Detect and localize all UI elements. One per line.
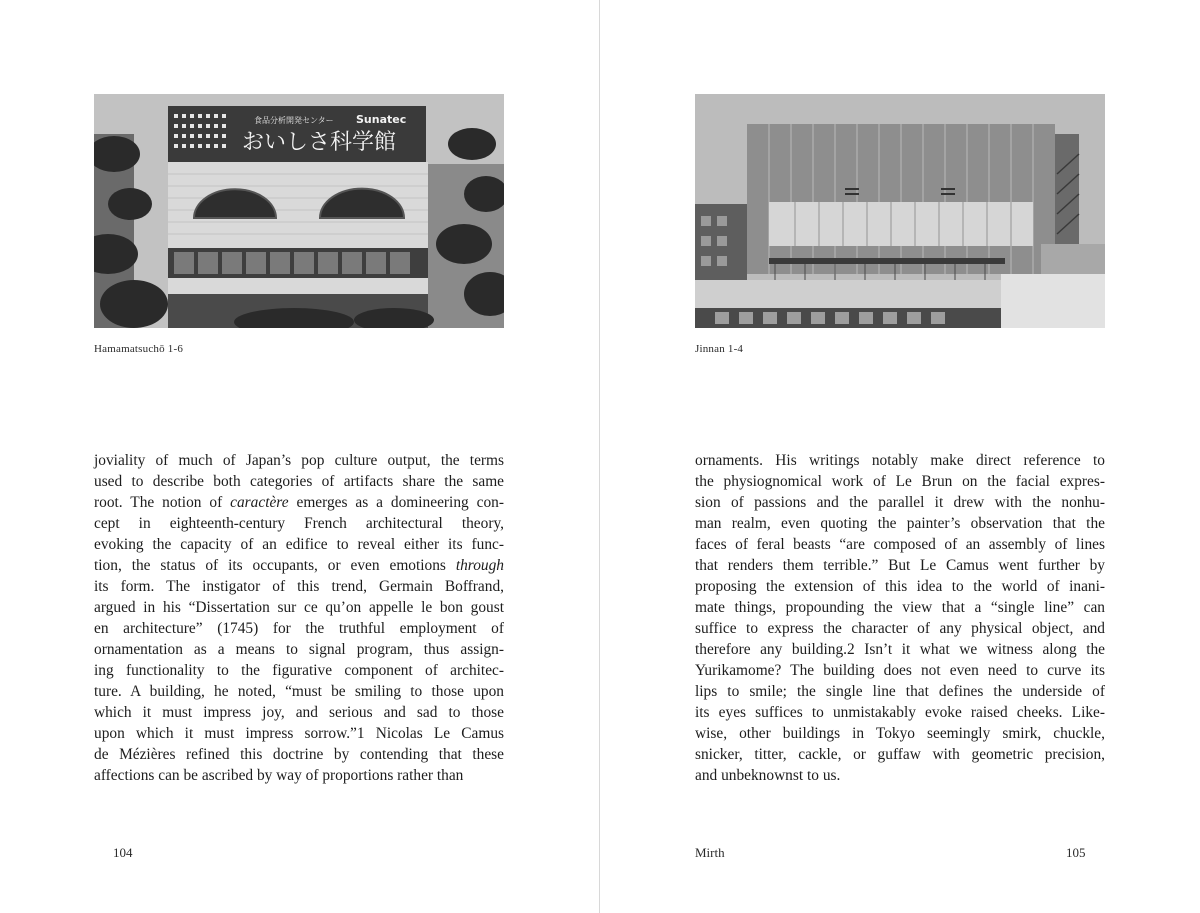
text-line: evoking the capacity of an edifice to reveal either its func-	[94, 536, 504, 553]
text-line: proposing the extension of this idea to the world of inani-	[695, 578, 1105, 595]
photo-caption: Hamamatsuchō 1-6	[94, 343, 184, 355]
text-segment: root. The notion of	[94, 494, 231, 511]
text-line: and unbeknownst to us.	[695, 767, 841, 784]
text-line: en architecture” (1745) for the truthful employment of	[94, 620, 504, 637]
photo-jinnan	[695, 94, 1105, 328]
text-line: which it must impress joy, and serious and sad to those	[94, 704, 504, 721]
page-number: 105	[1066, 845, 1086, 860]
text-line: joviality of much of Japan’s pop culture output, the terms	[94, 452, 504, 469]
sign-brand-text: Sunatec	[356, 113, 407, 126]
sign-main-text: おいしさ科学館	[242, 130, 397, 155]
italic-term: through	[455, 557, 504, 574]
text-line: ornamentation as a means to signal program, thus assign-	[94, 641, 504, 658]
text-line	[94, 555, 504, 576]
text-line: man realm, even quoting the painter’s observation that the	[695, 515, 1105, 532]
text-line: faces of feral beasts “are composed of an assembly of lines	[695, 536, 1105, 553]
text-segment: tion, the status of its occupants, or even emotions	[94, 557, 456, 574]
text-line: argued in his “Dissertation sur ce qu’on appelle le bon goust	[94, 599, 504, 616]
text-line: affections can be ascribed by way of proportions rather than	[94, 767, 464, 784]
text-line: lips to smile; the single line that defines the underside of	[695, 683, 1105, 700]
text-line: therefore any building.2 Isn’t it what we witness along the	[695, 641, 1105, 658]
right-page	[600, 0, 1200, 913]
text-line	[94, 492, 504, 513]
text-line: wise, other buildings in Tokyo seemingly smirk, chuckle,	[695, 725, 1105, 742]
body-text	[695, 450, 1105, 786]
text-line: upon which it must impress sorrow.”1 Nicolas Le Camus	[94, 725, 504, 742]
text-line: Yurikamome? The building does not even need to curve its	[695, 662, 1105, 679]
text-line: ing functionality to the figurative component of architec-	[94, 662, 504, 679]
photo-caption: Jinnan 1-4	[695, 343, 744, 355]
text-line: de Mézières refined this doctrine by contending that these	[94, 746, 504, 763]
text-line: cept in eighteenth-century French architectural theory,	[94, 515, 504, 532]
text-line: the physiognomical work of Le Brun on the facial expres-	[695, 473, 1105, 490]
text-line: that renders them terrible.” But Le Camus went further by	[695, 557, 1105, 574]
text-line: used to describe both categories of artifacts share the same	[94, 473, 504, 490]
text-line: mate things, propounding the view that a “single line” can	[695, 599, 1105, 616]
italic-term: caractère	[230, 494, 289, 511]
body-text	[94, 450, 504, 786]
running-head: Mirth	[695, 845, 725, 860]
text-segment: emerges as a domineering con-	[288, 494, 504, 511]
text-line: its form. The instigator of this trend, Germain Boffrand,	[94, 578, 504, 595]
text-line: ornaments. His writings notably make direct reference to	[695, 452, 1105, 469]
text-line: its eyes suffices to unmistakably evoke raised cheeks. Like-	[695, 704, 1105, 721]
text-line: sion of passions and the parallel it drew with the nonhu-	[695, 494, 1105, 511]
text-line: suffice to express the character of any physical object, and	[695, 620, 1105, 637]
text-line: ture. A building, he noted, “must be smiling to those upon	[94, 683, 504, 700]
photo-hamamatsucho	[94, 94, 504, 328]
text-line: snicker, titter, cackle, or guffaw with geometric precision,	[695, 746, 1105, 763]
page-number: 104	[113, 845, 133, 860]
sign-small-text: 食品分析開発センター	[254, 116, 334, 125]
